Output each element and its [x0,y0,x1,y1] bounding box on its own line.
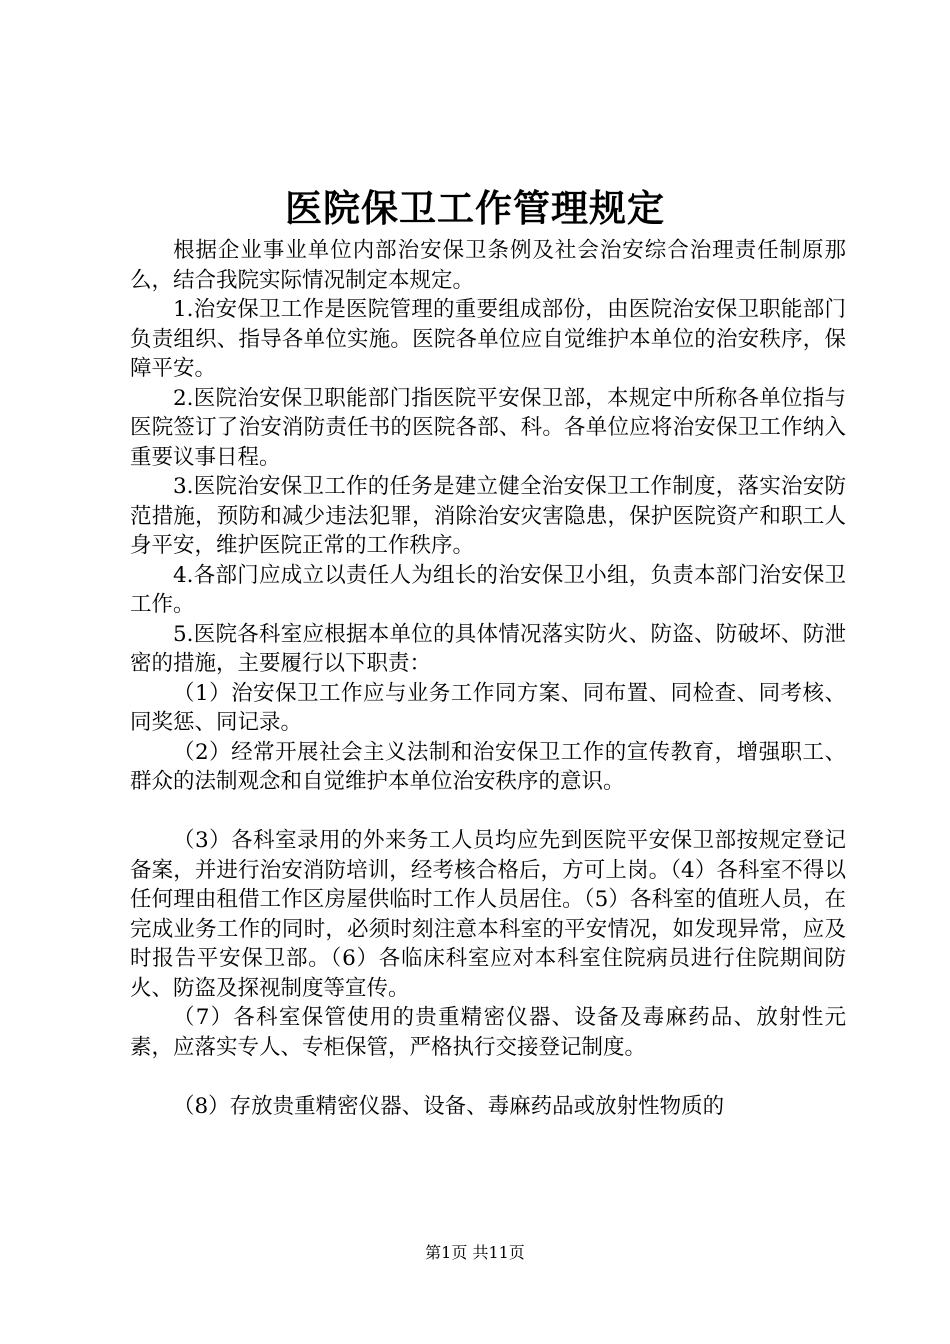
duty-3-6-paragraph: （3）各科室录用的外来务工人员均应先到医院平安保卫部按规定登记备案，并进行治安消防培训，经考核合格后，方可上岗。（4）各科室不得以任何理由租借工作区房屋供临时工作人员居住。（5）各科室的值班人员，在完成业务工作的同时，必须时刻注意本科室的平安情况，如发现异常，应及时报告平安保卫部。（6）各临床科室应对本科室住院病员进行住院期间防火、防盗及探视制度等宣传。 [130,828,846,1001]
intro-paragraph: 根据企业事业单位内部治安保卫条例及社会治安综合治理责任制原那么，结合我院实际情况制定本规定。 [130,238,846,293]
clause-2-paragraph: 2.医院治安保卫职能部门指医院平安保卫部，本规定中所称各单位指与医院签订了治安消防责任书的医院各部、科。各单位应将治安保卫工作纳入重要议事日程。 [130,385,846,470]
document-body [130,236,846,1121]
clause-5-paragraph: 5.医院各科室应根据本单位的具体情况落实防火、防盗、防破坏、防泄密的措施，主要履行以下职责： [130,621,846,676]
document-title: 医院保卫工作管理规定 [285,186,665,230]
page-number-footer: 第1页 共11页 [425,1243,525,1262]
clause-3-paragraph: 3.医院治安保卫工作的任务是建立健全治安保卫工作制度，落实治安防范措施，预防和减少违法犯罪，消除治安灾害隐患，保护医院资产和职工人身平安，维护医院正常的工作秩序。 [130,474,846,558]
duty-8-paragraph: （8）存放贵重精密仪器、设备、毒麻药品或放射性物质的 [173,1093,725,1119]
clause-4-paragraph: 4.各部门应成立以责任人为组长的治安保卫小组，负责本部门治安保卫工作。 [130,562,846,617]
duty-7-paragraph: （7）各科室保管使用的贵重精密仪器、设备及毒麻药品、放射性元素，应落实专人、专柜保管，严格执行交接登记制度。 [130,1005,846,1060]
clause-1-paragraph: 1.治安保卫工作是医院管理的重要组成部份，由医院治安保卫职能部门负责组织、指导各单位实施。医院各单位应自觉维护本单位的治安秩序，保障平安。 [130,297,846,381]
duty-2-paragraph: （2）经常开展社会主义法制和治安保卫工作的宣传教育，增强职工、群众的法制观念和自觉维护本单位治安秩序的意识。 [130,739,846,794]
duty-1-paragraph: （1）治安保卫工作应与业务工作同方案、同布置、同检查、同考核、同奖惩、同记录。 [130,680,846,735]
